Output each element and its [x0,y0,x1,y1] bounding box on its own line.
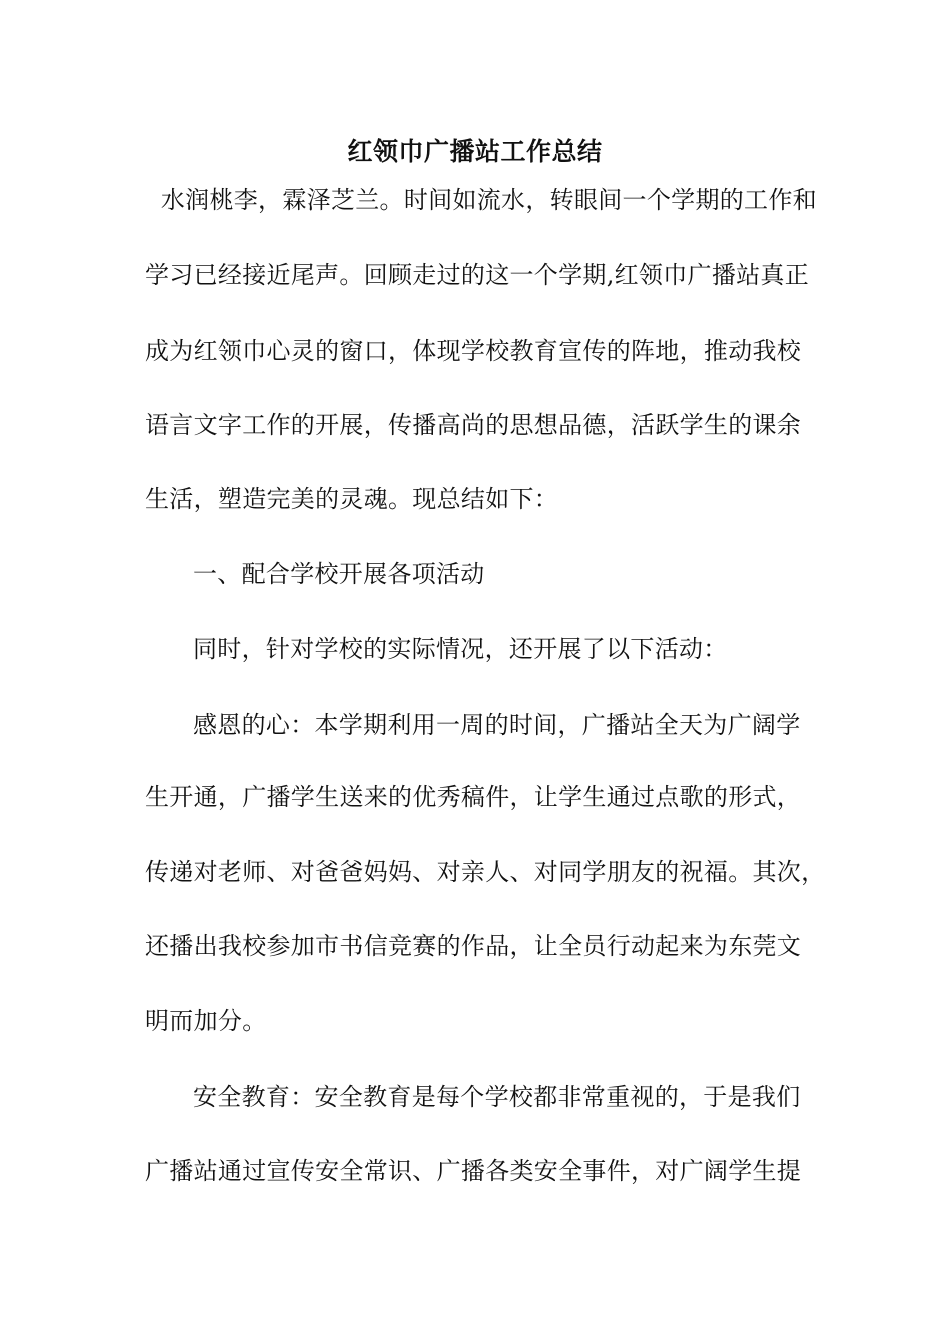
body-line: 成为红领巾心灵的窗口，体现学校教育宣传的阵地，推动我校 [145,337,802,365]
body-line: 同时，针对学校的实际情况，还开展了以下活动： [193,635,728,663]
body-line: 感恩的心：本学期利用一周的时间，广播站全天为广阔学 [193,711,801,739]
document-title: 红领巾广播站工作总结 [347,137,603,166]
body-line: 学习已经接近尾声。回顾走过的这一个学期,红领巾广播站真正 [145,261,810,289]
body-line: 广播站通过宣传安全常识、广播各类安全事件，对广阔学生提 [145,1157,802,1185]
body-line: 生活，塑造完美的灵魂。现总结如下： [145,485,559,513]
body-line: 传递对老师、对爸爸妈妈、对亲人、对同学朋友的祝福。其次， [145,858,826,886]
body-line: 还播出我校参加市书信竞赛的作品，让全员行动起来为东莞文 [145,932,802,960]
body-line: 水润桃李，霖泽芝兰。时间如流水，转眼间一个学期的工作和 [145,186,817,214]
body-line: 明而加分。 [145,1007,267,1035]
body-line: 生开通，广播学生送来的优秀稿件，让学生通过点歌的形式， [145,783,802,811]
section-heading: 一、配合学校开展各项活动 [193,560,485,588]
body-line: 语言文字工作的开展，传播高尚的思想品德，活跃学生的课余 [145,411,802,439]
body-line: 安全教育：安全教育是每个学校都非常重视的，于是我们 [193,1083,801,1111]
